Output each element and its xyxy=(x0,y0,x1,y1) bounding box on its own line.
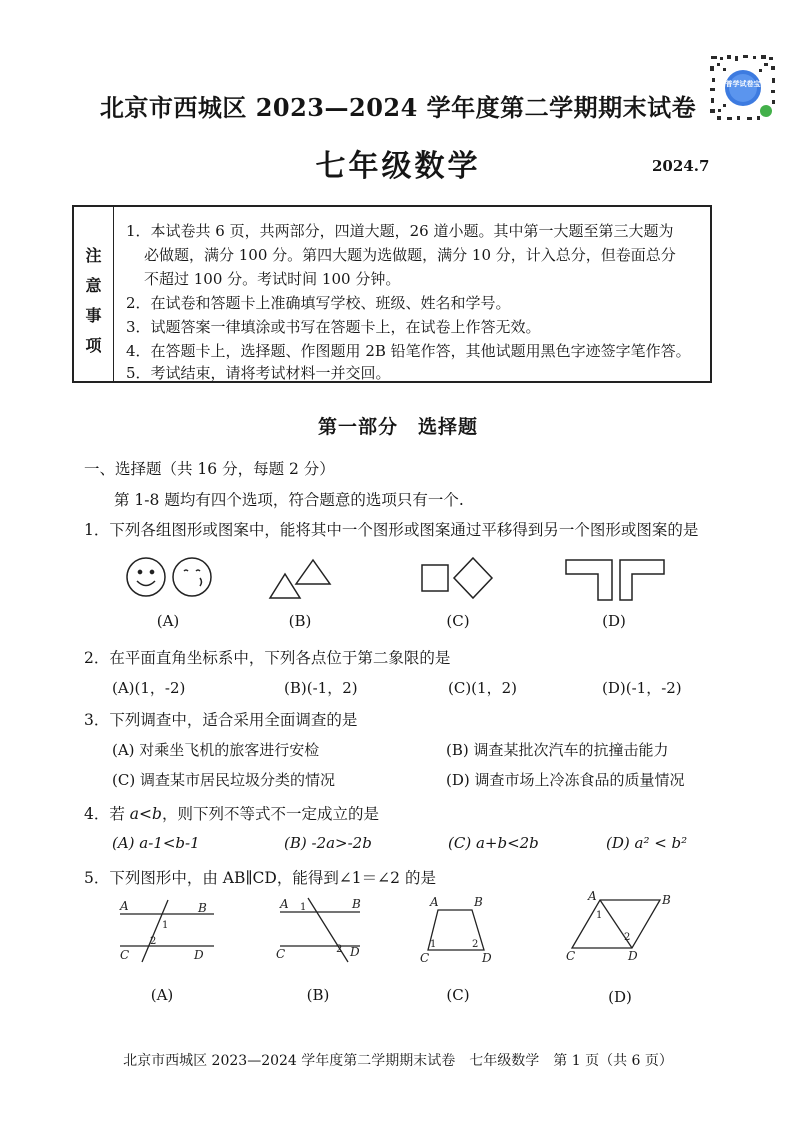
smiley-figure xyxy=(127,558,211,596)
q5b-angle: 2 xyxy=(336,944,343,955)
notice-item: 2．在试卷和答题卡上准确填写学校、班级、姓名和学号。 xyxy=(126,294,511,312)
question-1: 1．下列各组图形或图案中，能将其中一个图形或图案通过平移得到另一个图形或图案的是 xyxy=(84,521,699,539)
q5c-label: C xyxy=(420,951,430,965)
q5c-angle: 2 xyxy=(472,939,479,950)
notice-item: 4．在答题卡上，选择题、作图题用 2B 铅笔作答，其他试题用黑色字迹签字笔作答。 xyxy=(126,342,691,360)
q5d-angle: 2 xyxy=(624,932,631,943)
q4-option-d: (D) a² < b² xyxy=(606,834,688,852)
part-heading: 一、选择题（共 16 分，每题 2 分） xyxy=(84,460,335,478)
q1-caption: (C) xyxy=(446,612,470,630)
q3-option-a: (A) 对乘坐飞机的旅客进行安检 xyxy=(112,741,320,759)
notice-label-char: 事 xyxy=(85,306,102,325)
q5d-label: B xyxy=(662,893,671,907)
q5a-angle: 2 xyxy=(150,936,157,947)
q2-option-a: (A)(1，-2) xyxy=(112,679,186,697)
q5-caption: (B) xyxy=(306,986,330,1004)
q1-caption: (D) xyxy=(602,612,626,630)
exam-title: 北京市西城区 2023—2024 学年度第二学期期末试卷 xyxy=(99,93,697,122)
q5c-label: D xyxy=(482,951,492,965)
notice-label-char: 注 xyxy=(85,246,102,265)
l-shapes-figure xyxy=(566,560,664,600)
q4-option-c: (C) a+b<2b xyxy=(448,834,539,852)
square-diamond-figure xyxy=(422,558,492,598)
q2-option-c: (C)(1，2) xyxy=(448,679,517,697)
section-heading: 第一部分 选择题 xyxy=(317,416,478,438)
q1-figures xyxy=(120,552,680,608)
q5-caption: (C) xyxy=(446,986,470,1004)
q3-option-d: (D) 调查市场上冷冻食品的质量情况 xyxy=(446,771,685,789)
q5c-label: A xyxy=(430,895,439,909)
q4-suffix: ，则下列不等式不一定成立的是 xyxy=(161,805,379,823)
question-5: 5．下列图形中，由 AB∥CD，能得到∠1＝∠2 的是 xyxy=(84,869,436,887)
q5-caption: (A) xyxy=(150,986,174,1004)
exam-date: 2024.7 xyxy=(652,157,710,175)
q5a-label: C xyxy=(120,948,130,962)
notice-item: 5．考试结束，请将考试材料一并交回。 xyxy=(126,364,391,382)
q5-caption: (D) xyxy=(608,988,632,1006)
q5b-label: D xyxy=(350,945,360,959)
notice-label-char: 意 xyxy=(85,276,102,295)
q2-option-d: (D)(-1，-2) xyxy=(602,679,682,697)
q5a-angle: 1 xyxy=(162,920,169,931)
q5c-angle: 1 xyxy=(430,939,437,950)
q5d-label: D xyxy=(628,949,638,963)
question-4 xyxy=(84,802,379,824)
q5b-label: B xyxy=(352,897,361,911)
q5d-label: C xyxy=(566,949,576,963)
q4-option-a: (A) a-1<b-1 xyxy=(112,834,200,852)
q5-figures xyxy=(110,890,690,968)
q3-option-b: (B) 调查某批次汽车的抗撞击能力 xyxy=(446,741,669,759)
notice-box xyxy=(72,205,712,383)
q3-option-c: (C) 调查某市居民垃圾分类的情况 xyxy=(112,771,335,789)
q1-caption: (B) xyxy=(288,612,312,630)
q5b-label: C xyxy=(276,947,286,961)
triangles-figure xyxy=(270,560,330,598)
exam-subject: 七年级数学 xyxy=(315,149,481,184)
q5d-angle: 1 xyxy=(596,910,603,921)
q1-caption: (A) xyxy=(156,612,180,630)
q5c-label: B xyxy=(474,895,483,909)
part-intro: 第 1-8 题均有四个选项，符合题意的选项只有一个. xyxy=(114,491,464,509)
q5d-label: A xyxy=(588,890,597,903)
q5b-angle: 1 xyxy=(300,902,307,913)
q4-prefix: 4．若 xyxy=(84,805,130,823)
notice-item: 必做题，满分 100 分。第四大题为选做题，满分 10 分，计入总分，但卷面总分 xyxy=(144,246,676,264)
q4-condition: a<b xyxy=(129,805,162,823)
q5a-label: A xyxy=(120,899,129,913)
q5a-label: D xyxy=(194,948,204,962)
question-2: 2．在平面直角坐标系中，下列各点位于第二象限的是 xyxy=(84,649,451,667)
page-footer: 北京市西城区 2023—2024 学年度第二学期期末试卷 七年级数学 第 1 页（共 6 页） xyxy=(123,1053,673,1069)
q5a-label: B xyxy=(198,901,207,915)
notice-label-char: 项 xyxy=(85,336,102,355)
notice-item: 1．本试卷共 6 页，共两部分，四道大题，26 道小题。其中第一大题至第三大题为 xyxy=(126,222,674,240)
q5b-label: A xyxy=(280,897,289,911)
notice-item: 不超过 100 分。考试时间 100 分钟。 xyxy=(144,270,401,288)
q2-option-b: (B)(-1，2) xyxy=(284,679,358,697)
qr-label: 普学试卷宝 xyxy=(725,80,761,88)
notice-item: 3．试题答案一律填涂或书写在答题卡上，在试卷上作答无效。 xyxy=(126,318,541,336)
notice-label xyxy=(74,207,114,381)
q4-option-b: (B) -2a>-2b xyxy=(284,834,372,852)
question-3: 3．下列调查中，适合采用全面调查的是 xyxy=(84,711,358,729)
